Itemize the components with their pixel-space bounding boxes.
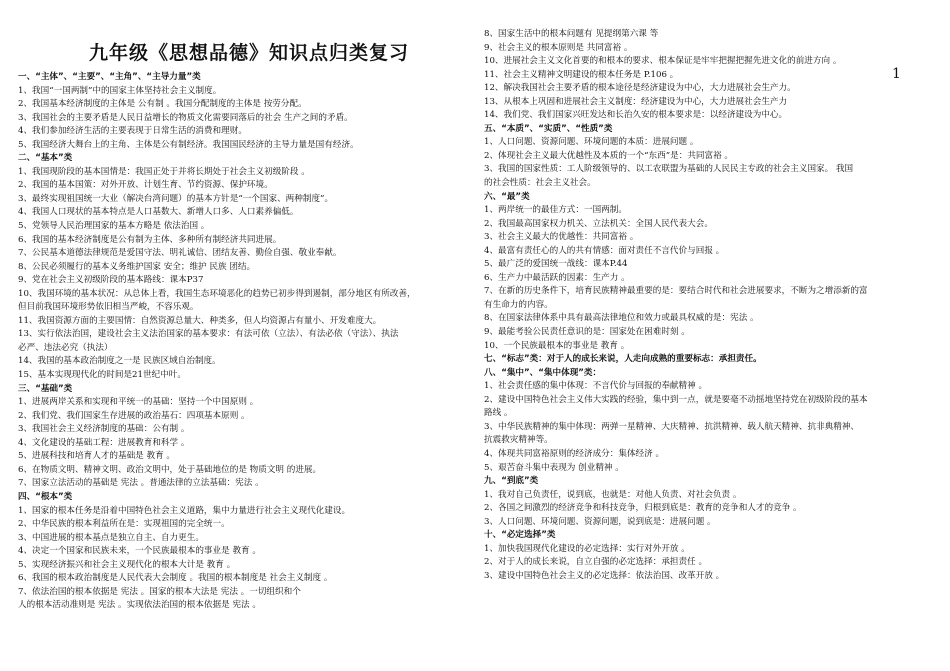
right-line: 1、人口问题、资源问题、环境问题的本质：进展问题 。 — [484, 137, 699, 148]
right-line: 8、国家生活中的根本问题有 见提纲第六课 等 — [484, 29, 659, 39]
right-line: 2、体现社会主义最大优越性及本质的一个“东西”是：共同富裕 。 — [484, 150, 734, 161]
left-lines — [18, 71, 480, 613]
right-line: 9、社会主义的根本原则是 共同富裕 。 — [484, 42, 633, 53]
right-line: 有生命力的内容。 — [484, 299, 553, 310]
left-line: 1、国家的根本任务是沿着中国特色社会主义道路，集中力量进行社会主义现代化建设。 — [18, 505, 351, 516]
left-line: 10、我国环境的基本状况：从总体上看，我国生态环境恶化的趋势已初步得到遏制，部分地区有所改善， — [18, 288, 416, 299]
left-line: 2、中华民族的根本利益所在是：实现祖国的完全统一。 — [18, 519, 230, 530]
left-line: 2、我们党、我们国家生存进展的政治基石：四项基本原则 。 — [18, 410, 250, 421]
page-number: 1 — [892, 66, 901, 82]
right-line: 8、在国家法律体系中具有最高法律地位和效力或最具权威的是：宪法 。 — [484, 313, 759, 324]
right-line: 10、一个民族最根本的事业是 教育 。 — [484, 340, 630, 351]
left-line: 4、决定一个国家和民族未来，一个民族最根本的事业是 教育 。 — [18, 546, 261, 557]
left-line: 1、我国“一国两制”中的国家主体坚持社会主义制度。 — [18, 85, 222, 96]
right-line: 1、加快我国现代化建设的必定选择：实行对外开放 。 — [484, 543, 690, 554]
right-line: 5、艰苦奋斗集中表现为 创业精神 。 — [484, 462, 624, 473]
left-line: 人的根本活动准则是 宪法 。实现依法治国的根本依据是 宪法 。 — [18, 600, 261, 611]
left-line: 2、我国的基本国策：对外开放、计划生育、节约资源、保护环境。 — [18, 180, 273, 191]
right-line: 2、我国最高国家权力机关、立法机关：全国人民代表大会。 — [484, 218, 713, 229]
right-lines — [484, 28, 940, 583]
right-line: 十、“必定选择”类 — [484, 530, 556, 541]
right-line: 13、从根本上巩固和进展社会主义制度：经济建设为中心，大力进展社会生产力 — [484, 96, 788, 107]
right-line: 14、我们党、我们国家兴旺发达和长治久安的根本要求是：以经济建设为中心。 — [484, 110, 788, 121]
left-line: 9、党在社会主义初级阶段的基本路线：课本P37 — [18, 275, 204, 286]
left-line: 3、中国进展的根本基点是独立自主、自力更生。 — [18, 532, 204, 543]
right-line: 3、建设中国特色社会主义的必定选择：依法治国、改革开放 。 — [484, 570, 725, 581]
left-line: 1、我国现阶段的基本国情是：我国正处于并将长期处于社会主义初级阶段 。 — [18, 166, 310, 177]
left-line: 但目前我国环境形势依旧相当严峻，不容乐观。 — [18, 302, 199, 313]
left-line: 6、我国的基本经济制度是公有制为主体、多种所有制经济共同进展。 — [18, 234, 282, 245]
right-line: 九、“到底”类 — [484, 476, 539, 487]
right-line: 3、中华民族精神的集中体现：两弹一星精神、大庆精神、抗洪精神、载人航天精神、抗非典精神、 — [484, 421, 860, 432]
left-line: 7、依法治国的根本依据是 宪法 。国家的根本大法是 宪法 。一切组织和个 — [18, 586, 301, 597]
right-line: 4、最富有责任心的人的共有情感：面对责任不言代价与回报 。 — [484, 245, 725, 256]
left-line: 4、我国人口现状的基本特点是人口基数大、新增人口多、人口素养偏低。 — [18, 207, 299, 218]
right-line: 3、社会主义最大的优越性：共同富裕 。 — [484, 232, 639, 243]
left-line: 一、“主体”、“主要”、“主角”、“主导力量”类 — [18, 72, 201, 82]
right-line: 2、各国之间激烈的经济竞争和科技竞争，归根到底是：教育的竞争和人才的竞争 。 — [484, 503, 802, 514]
left-line: 4、文化建设的基础工程：进展教育和科学 。 — [18, 437, 190, 448]
right-line: 10、进展社会主义文化首要的和根本的要求、根本保证是牢牢把握把握先进文化的前进方向 。 — [484, 56, 842, 67]
left-line: 必严、违法必究（执法） — [18, 342, 113, 353]
right-line: 六、“最”类 — [484, 191, 530, 202]
right-line: 2、建设中国特色社会主义伟大实践的经验，集中到一点，就是要毫不动摇地坚持党在初级阶段的基本 — [484, 394, 868, 405]
right-line: 5、最广泛的爱国统一战线：课本P.44 — [484, 259, 628, 270]
right-line: 的社会性质：社会主义社会。 — [484, 178, 596, 189]
right-line: 4、体现共同富裕原则的经济成分：集体经济 。 — [484, 448, 665, 459]
left-line: 6、在物质文明、精神文明、政治文明中，处于基础地位的是 物质文明 的进展。 — [18, 464, 322, 475]
right-line: 1、两岸统一的最佳方式：一国两制。 — [484, 205, 627, 216]
right-line: 七、“标志”类：对于人的成长来说，人走向成熟的重要标志：承担责任。 — [484, 354, 762, 365]
right-line: 3、人口问题、环境问题、资源问题，说到底是：进展问题 。 — [484, 516, 716, 527]
left-line: 5、党领导人民治理国家的基本方略是 依法治国 。 — [18, 221, 210, 232]
left-line: 15、基本实现现代化的时间是21世纪中叶。 — [18, 370, 186, 381]
left-line: 11、我国资源方面的主要国情：自然资源总量大、种类多，但人均资源占有量小、开发难度大。 — [18, 315, 382, 326]
left-line: 13、实行依法治国，建设社会主义法治国家的基本要求：有法可依（立法）、有法必依（守法）、执法 — [18, 329, 399, 340]
left-line: 5、我国经济大舞台上的主角、主体是公有制经济。我国国民经济的主导力量是国有经济。 — [18, 139, 359, 150]
left-line: 4、我们参加经济生活的主要表现于日常生活的消费和理财。 — [18, 126, 247, 137]
right-line: 9、最能考验公民责任意识的是：国家处在困难时刻 。 — [484, 327, 690, 338]
left-line: 7、国家立法活动的基础是 宪法 。普通法律的立法基础：宪法 。 — [18, 478, 264, 489]
left-line: 2、我国基本经济制度的主体是 公有制 。我国分配制度的主体是 按劳分配。 — [18, 99, 307, 110]
left-line: 3、最终实现祖国统一大业（解决台湾问题）的基本方针是“一个国家、两种制度”。 — [18, 193, 334, 204]
right-line: 1、社会责任感的集中体现：不言代价与回报的奉献精神 。 — [484, 381, 708, 392]
right-line: 6、生产力中最活跃的因素：生产力 。 — [484, 272, 630, 283]
right-line: 1、我对自己负责任，说到底，也就是：对他人负责、对社会负责 。 — [484, 489, 742, 500]
right-line: 五、“本质”、“实质”、“性质”类 — [484, 123, 613, 134]
right-line: 八、“集中”、“集中体现”类： — [484, 367, 602, 378]
left-line: 四、“根本”类 — [18, 491, 73, 502]
left-line: 7、公民基本道德法律规范是爱国守法、明礼诚信、团结友善、勤俭自强、敬业奉献。 — [18, 248, 342, 259]
right-line: 2、对于人的成长来说，自立自强的必定选择：承担责任 。 — [484, 557, 708, 568]
left-line: 8、公民必须履行的基本义务维护国家 安全；维护 民族 团结。 — [18, 261, 256, 272]
right-column — [484, 0, 940, 583]
left-line: 14、我国的基本政治制度之一是 民族区域自治制度。 — [18, 356, 221, 367]
left-line: 5、实现经济振兴和社会主义现代化的根本大计是 教育 。 — [18, 559, 236, 570]
left-line: 3、我国社会的主要矛盾是人民日益增长的物质文化需要同落后的社会 生产之间的矛盾。 — [18, 112, 353, 123]
right-line: 7、在新的历史条件下，培育民族精神最重要的是：要结合时代和社会进展要求，不断为之增添新的富 — [484, 286, 868, 297]
right-line: 路线 。 — [484, 408, 513, 419]
right-line: 11、社会主义精神文明建设的根本任务是 P.106 。 — [484, 69, 679, 80]
left-line: 三、“基础”类 — [18, 383, 73, 394]
left-line: 5、进展科技和培育人才的基础是 教育 。 — [18, 451, 176, 462]
right-line: 3、我国的国家性质：工人阶级领导的、以工农联盟为基础的人民民主专政的社会主义国家。 我国 — [484, 164, 854, 175]
left-column — [18, 0, 480, 613]
right-line: 12、解决我国社会主要矛盾的根本途径是经济建设为中心，大力进展社会生产力。 — [484, 83, 796, 94]
page-title: 九年级《思想品德》知识点归类复习 — [88, 42, 409, 64]
left-line: 6、我国的根本政治制度是人民代表大会制度 。我国的根本制度是 社会主义制度 。 — [18, 573, 333, 584]
left-line: 3、我国社会主义经济制度的基础：公有制 。 — [18, 424, 190, 435]
left-line: 1、进展两岸关系和实现和平统一的基础：坚持一个中国原则 。 — [18, 397, 259, 408]
left-line: 二、“基本”类 — [18, 153, 73, 164]
right-line: 抗震救灾精神等。 — [484, 435, 553, 446]
